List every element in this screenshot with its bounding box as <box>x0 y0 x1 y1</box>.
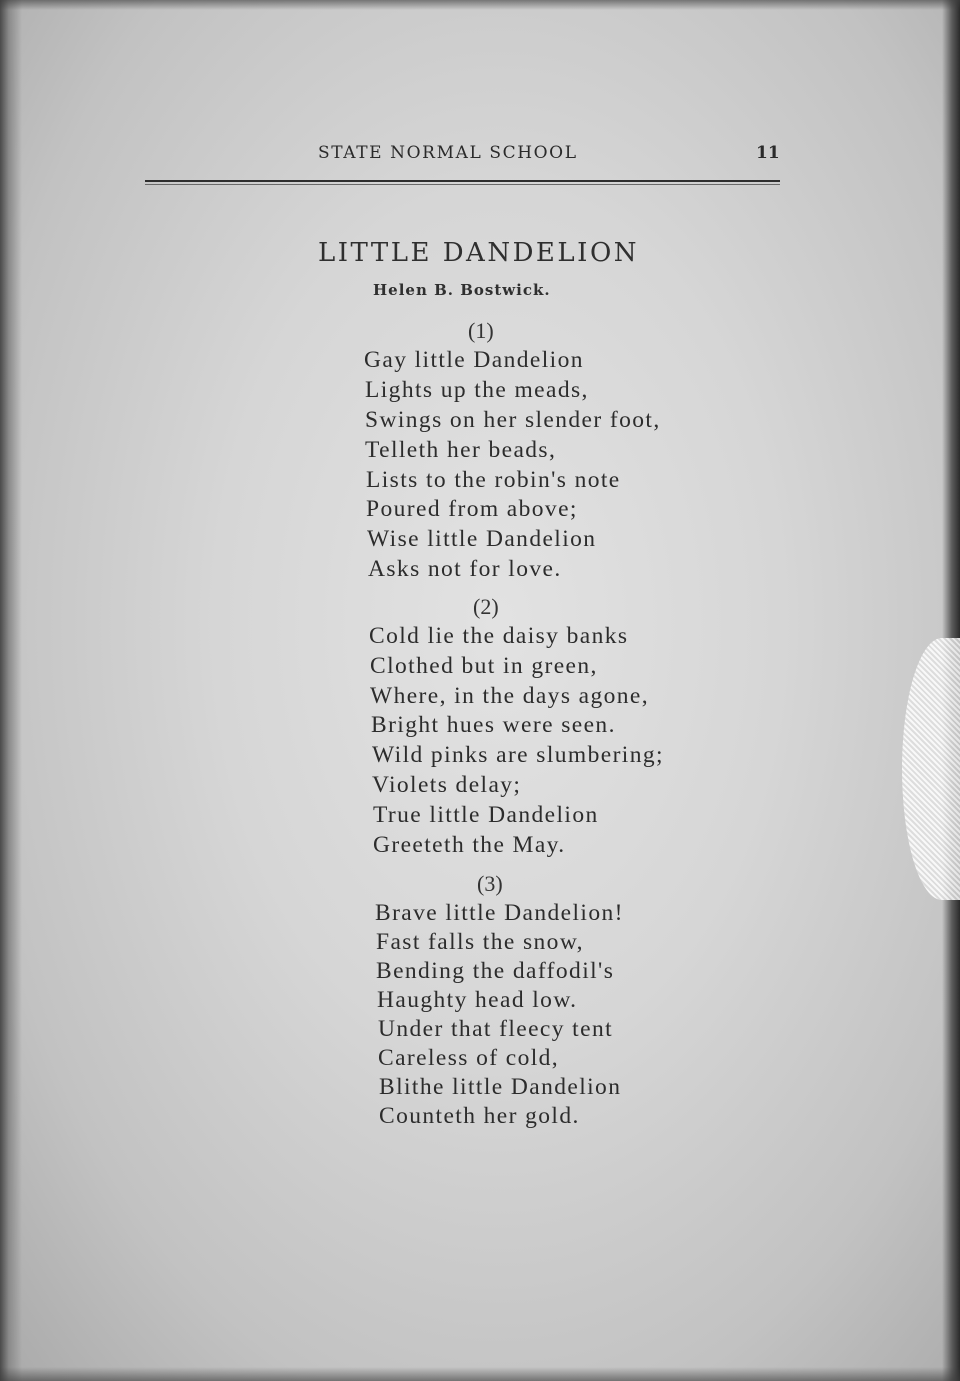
header-rule <box>145 180 780 182</box>
running-head: STATE NORMAL SCHOOL <box>318 143 578 163</box>
poem-line: Poured from above; <box>366 496 578 522</box>
poem-line: Asks not for love. <box>368 556 562 582</box>
poem-title: LITTLE DANDELION <box>318 238 640 268</box>
tissue-fragment <box>902 638 960 900</box>
poem-author: Helen B. Bostwick. <box>373 281 551 299</box>
poem-line: Lists to the robin's note <box>366 467 621 493</box>
stanza-number: (2) <box>473 594 499 619</box>
poem-line: Wise little Dandelion <box>367 526 597 552</box>
stanza-number: (3) <box>477 871 503 896</box>
stanza-number: (1) <box>468 318 494 343</box>
poem-line: Cold lie the daisy banks <box>369 623 629 649</box>
poem-line: Gay little Dandelion <box>364 347 584 373</box>
header-rule-thin <box>145 184 780 185</box>
poem-line: Lights up the meads, <box>365 377 589 403</box>
poem-line: Wild pinks are slumbering; <box>372 742 664 768</box>
poem-line: Careless of cold, <box>378 1045 560 1071</box>
poem-line: Clothed but in green, <box>370 653 598 679</box>
poem-line: Telleth her beads, <box>365 437 557 463</box>
poem-line: Bending the daffodil's <box>376 958 615 984</box>
poem-line: Where, in the days agone, <box>370 683 650 709</box>
poem-line: Fast falls the snow, <box>376 929 584 955</box>
poem-line: True little Dandelion <box>373 802 599 828</box>
poem-line: Counteth her gold. <box>379 1103 580 1129</box>
page-edge-bottom <box>0 1367 960 1381</box>
poem-line: Haughty head low. <box>377 987 578 1013</box>
poem-line: Swings on her slender foot, <box>365 407 661 433</box>
binding-edge <box>0 0 22 1381</box>
poem-line: Bright hues were seen. <box>371 712 616 738</box>
poem-line: Blithe little Dandelion <box>379 1074 622 1100</box>
page-edge-top <box>0 0 960 10</box>
poem-line: Greeteth the May. <box>373 832 566 858</box>
poem-line: Under that fleecy tent <box>378 1016 614 1042</box>
poem-line: Brave little Dandelion! <box>375 900 624 926</box>
poem-line: Violets delay; <box>372 772 522 798</box>
page-number: 11 <box>756 143 780 163</box>
